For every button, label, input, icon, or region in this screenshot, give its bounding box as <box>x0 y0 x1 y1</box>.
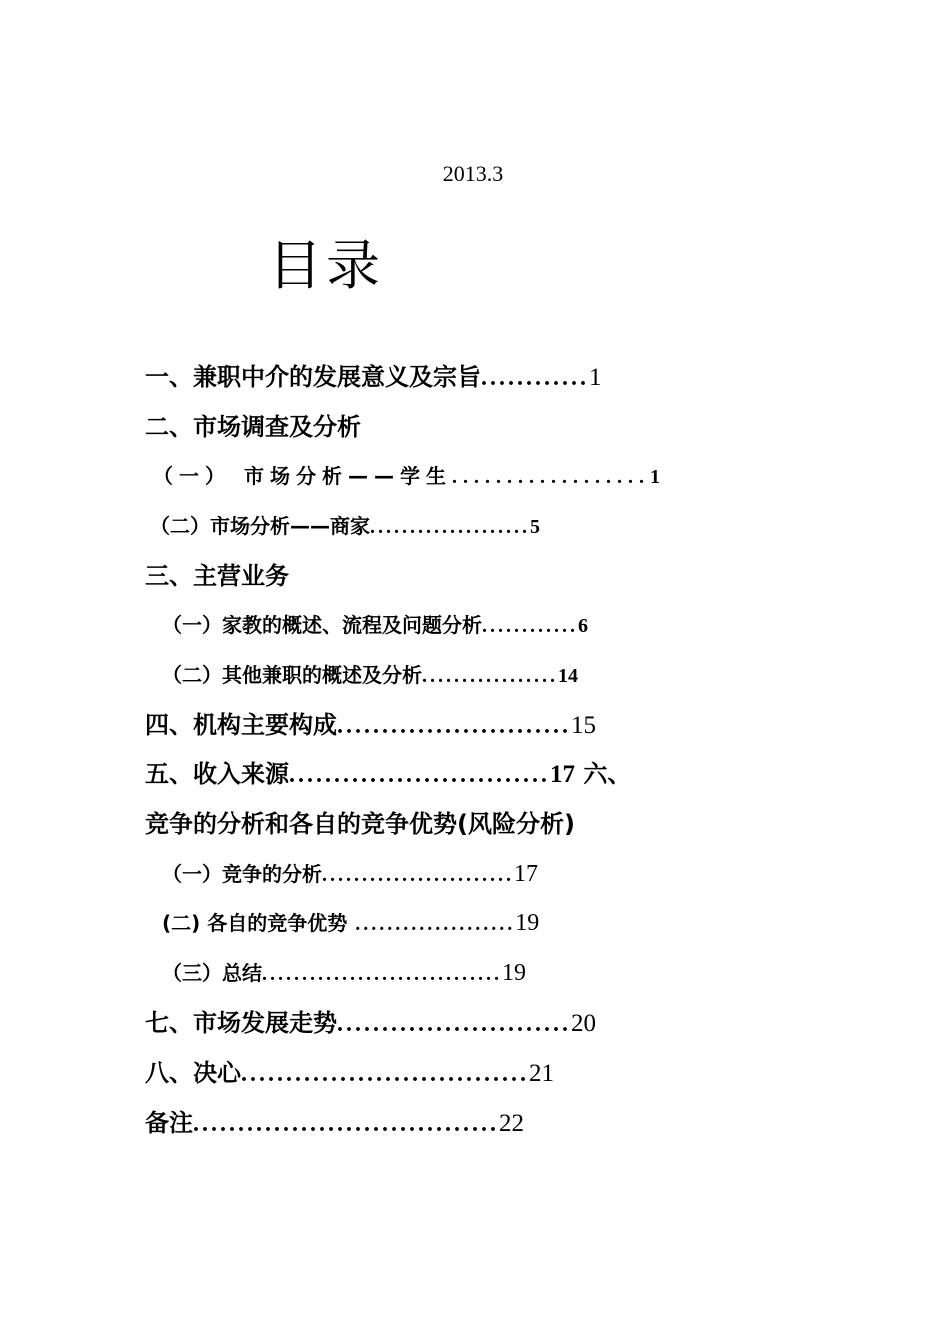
toc-leader: .......................... <box>337 1011 571 1037</box>
toc-page-number: 20 <box>571 1010 596 1037</box>
toc-leader: ........................ <box>322 864 514 886</box>
toc-page-number: 19 <box>502 960 526 986</box>
toc-entry-label: 五、收入来源 <box>145 760 289 788</box>
toc-entry[interactable] <box>162 957 526 990</box>
toc-entry[interactable] <box>162 907 539 940</box>
toc-entry-label: 八、决心 <box>145 1059 241 1087</box>
toc-entry[interactable] <box>145 709 596 742</box>
toc-page-number: 1 <box>649 466 660 488</box>
toc-entry[interactable] <box>145 361 602 394</box>
toc-entry[interactable] <box>145 411 361 443</box>
toc-entry[interactable] <box>145 758 631 791</box>
toc-entry[interactable] <box>145 808 575 840</box>
toc-entry-label: （二）其他兼职的概述及分析 <box>162 663 422 687</box>
toc-page-number: 21 <box>529 1060 554 1087</box>
toc-entry-label: 四、机构主要构成 <box>145 711 337 739</box>
toc-entry[interactable] <box>145 1107 524 1140</box>
toc-page-number: 6 <box>578 615 588 637</box>
toc-leader: .................... <box>370 516 530 538</box>
toc-entry[interactable] <box>162 858 538 891</box>
toc-entry-label-continued: 六、 <box>575 760 632 788</box>
toc-entry-label: （二）市场分析——商家 <box>150 514 370 538</box>
toc-page-number: 15 <box>571 712 596 739</box>
toc-entry-label: (二) 各自的竞争优势 <box>162 911 348 935</box>
toc-entry-label: （一）竞争的分析 <box>162 862 322 886</box>
toc-leader: ............ <box>482 615 578 637</box>
toc-entry-label: 三、主营业务 <box>145 562 289 590</box>
toc-page-number: 5 <box>530 516 540 538</box>
toc-entry[interactable] <box>145 1007 596 1040</box>
toc-leader: .............................. <box>262 963 502 985</box>
toc-entry-label: 备注 <box>145 1109 193 1137</box>
toc-page-number: 22 <box>499 1110 524 1137</box>
toc-leader: .................................. <box>193 1111 499 1137</box>
toc-entry[interactable] <box>150 510 540 543</box>
toc-leader: ................................ <box>241 1061 529 1087</box>
toc-leader: .................. <box>451 466 650 488</box>
toc-entry[interactable] <box>162 609 588 642</box>
toc-leader: ............................. <box>289 762 550 788</box>
toc-entry-label: 一、兼职中介的发展意义及宗旨 <box>145 363 481 391</box>
toc-title: 目录 <box>268 234 384 297</box>
toc-entry-label: 竞争的分析和各自的竞争优势(风险分析) <box>145 810 575 838</box>
toc-page-number: 1 <box>589 364 602 391</box>
toc-entry-label: （三）总结 <box>162 961 262 985</box>
toc-page-number: 17 <box>550 761 575 788</box>
toc-page-number: 17 <box>514 861 538 887</box>
toc-entry-label: 七、市场发展走势 <box>145 1009 337 1037</box>
toc-page-number: 14 <box>558 665 578 687</box>
toc-leader: ................. <box>422 665 558 687</box>
toc-entry-label: 二、市场调查及分析 <box>145 413 361 441</box>
toc-leader: ............ <box>481 365 589 391</box>
toc-entry[interactable] <box>162 659 578 692</box>
toc-leader: .................... <box>347 913 516 935</box>
toc-entry-label: （一） 市场分析——学生 <box>153 464 452 488</box>
document-date: 2013.3 <box>442 161 504 186</box>
toc-entry-label: （一）家教的概述、流程及问题分析 <box>162 613 482 637</box>
toc-entry[interactable] <box>145 1057 554 1090</box>
toc-entry[interactable] <box>145 560 289 592</box>
toc-page-number: 19 <box>515 910 540 936</box>
toc-entry[interactable] <box>153 460 660 493</box>
toc-leader: .......................... <box>337 713 571 739</box>
